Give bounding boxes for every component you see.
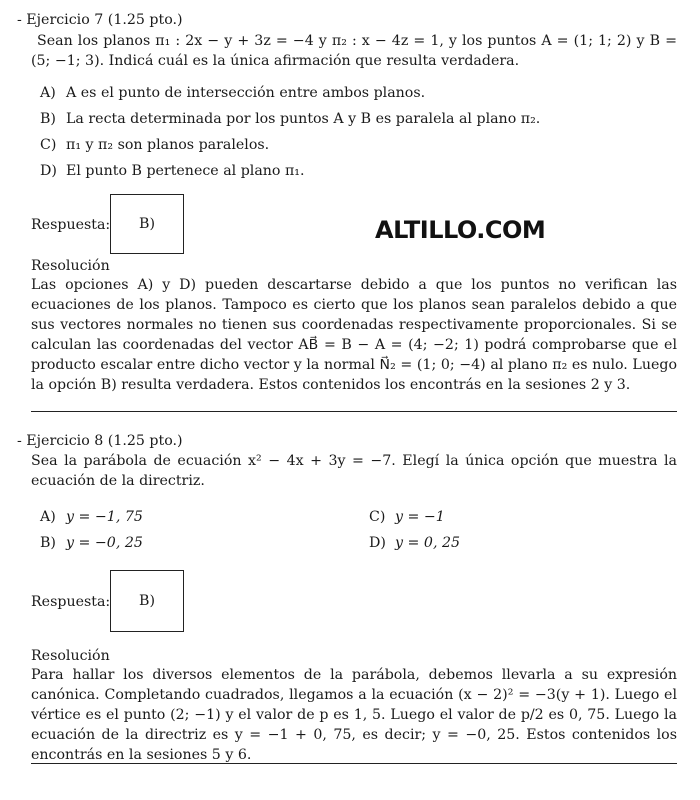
option-label: D) xyxy=(40,163,57,179)
option-text: El punto B pertenece al plano π₁. xyxy=(66,163,305,179)
option-text: A es el punto de intersección entre ambos planos. xyxy=(66,85,426,101)
option-label: A) xyxy=(40,85,56,101)
option-text: La recta determinada por los puntos A y B es paralela al plano π₂. xyxy=(66,111,541,127)
exercise-7-option-a xyxy=(40,83,425,103)
exercise-7-answer: B) xyxy=(139,216,155,232)
exercise-8-answer-label: Respuesta: xyxy=(31,594,111,610)
exercise-8-option-c xyxy=(369,507,445,527)
exercise-7-answer-label: Respuesta: xyxy=(31,217,111,233)
exercise-7-answer-box xyxy=(110,194,184,254)
exercise-8-option-a xyxy=(40,507,143,527)
option-text: y = −0, 25 xyxy=(66,535,143,551)
option-label: C) xyxy=(369,509,386,525)
option-text: y = 0, 25 xyxy=(395,535,461,551)
option-label: B) xyxy=(40,535,56,551)
exercise-7-statement: Sean los planos π₁ : 2x − y + 3z = −4 y π₂ : x − 4z = 1, y los puntos A = (1; 1; 2) y B = (5; −1; 3). Indicá cuál es la única afirmación que resulta verdadera. xyxy=(31,33,677,69)
exercise-8-resolution: Para hallar los diversos elementos de la parábola, debemos llevarla a su expresión canónica. Completando cuadrados, llegamos a la ecuación (x − 2)² = −3(y + 1). Luego el vértice es el punto (2; −1) y el valor de p es 1, 5. Luego el valor de p/2 es 0, 75. Luego la ecuación de la directriz es y = −1 + 0, 75, es decir; y = −0, 25. Estos contenidos los encontrás en la sesiones 5 y 6. xyxy=(31,667,677,763)
exercise-7-option-d xyxy=(40,161,305,181)
option-label: B) xyxy=(40,111,56,127)
option-text: π₁ y π₂ son planos paralelos. xyxy=(66,137,270,153)
exercise-7-heading: - Ejercicio 7 (1.25 pto.) xyxy=(17,12,183,28)
watermark-logo: ALTILLO.COM xyxy=(375,216,546,244)
option-text: y = −1, 75 xyxy=(66,509,143,525)
option-text: y = −1 xyxy=(395,509,445,525)
exercise-7-option-c xyxy=(40,135,269,155)
exercise-8-option-d xyxy=(369,533,460,553)
option-label: C) xyxy=(40,137,57,153)
exercise-7-resolution: Las opciones A) y D) pueden descartarse debido a que los puntos no verifican las ecuaciones de los planos. Tampoco es cierto que los planos sean paralelos debido a que sus vectores normales no tienen sus coordenadas respectivamente proporcionales. Si se calculan las coordenadas del vector AB⃗ = B − A = (4; −2; 1) podrá comprobarse que el producto escalar entre dicho vector y la normal N⃗₂ = (1; 0; −4) al plano π₂ es nulo. Luego la opción B) resulta verdadera. Estos contenidos los encontrás en la sesiones 2 y 3. xyxy=(31,277,677,393)
exercise-8-answer-box xyxy=(110,570,184,632)
exercise-8-resolution-title: Resolución xyxy=(31,648,110,664)
exercise-8-heading: - Ejercicio 8 (1.25 pto.) xyxy=(17,433,183,449)
exercise-8-statement: Sea la parábola de ecuación x² − 4x + 3y = −7. Elegí la única opción que muestra la ecuación de la directriz. xyxy=(31,453,677,489)
section-divider xyxy=(31,763,677,764)
exercise-8-option-b xyxy=(40,533,143,553)
exercise-7-resolution-title: Resolución xyxy=(31,258,110,274)
exercise-8-answer: B) xyxy=(139,593,155,609)
exercise-7-option-b xyxy=(40,109,540,129)
section-divider xyxy=(31,411,677,412)
option-label: D) xyxy=(369,535,386,551)
option-label: A) xyxy=(40,509,56,525)
